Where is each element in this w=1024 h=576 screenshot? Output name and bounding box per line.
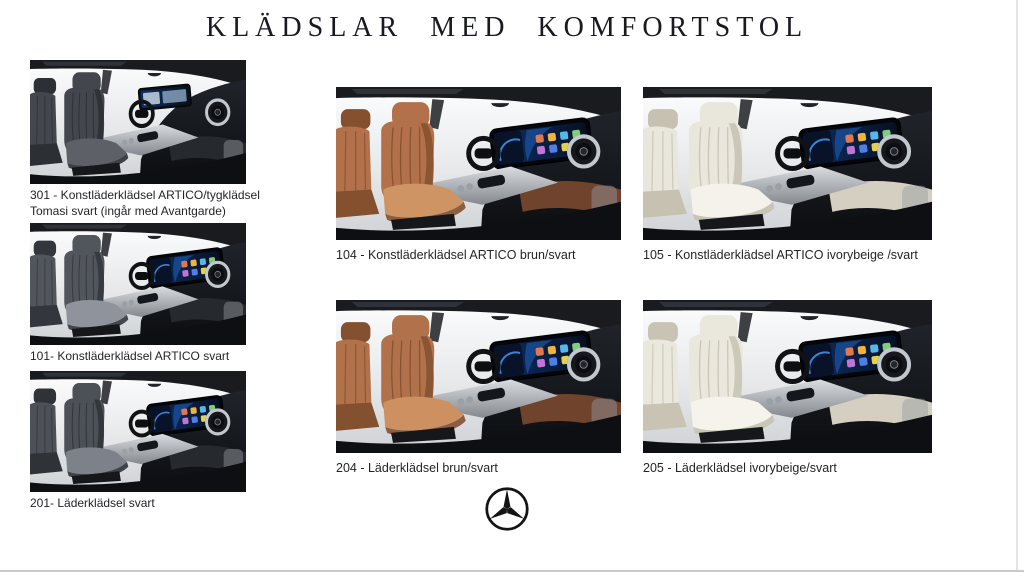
upholstery-option-104 [336,87,621,264]
interior-photo-105 [643,87,932,240]
upholstery-option-204 [336,300,621,477]
interior-photo-201 [30,371,246,492]
upholstery-option-301 [30,60,260,220]
upholstery-caption-104: 104 - Konstläderklädsel ARTICO brun/svart [336,248,576,262]
upholstery-caption-105: 105 - Konstläderklädsel ARTICO ivorybeige /svart [643,248,918,262]
upholstery-option-205 [643,300,932,477]
interior-photo-205 [643,300,932,453]
interior-photo-104 [336,87,621,240]
page-title: KLÄDSLAR MED KOMFORTSTOL [205,12,809,43]
upholstery-option-101 [30,223,246,365]
interior-photo-204 [336,300,621,453]
upholstery-caption-201: 201- Läderklädsel svart [30,496,155,510]
upholstery-caption-301: 301 - Konstläderklädsel ARTICO/tygklädsel Tomasi svart (ingår med Avantgarde) [30,188,260,218]
interior-photo-301 [30,60,246,184]
page-edge-bottom [0,570,1024,572]
upholstery-option-105 [643,87,932,264]
upholstery-caption-204: 204 - Läderklädsel brun/svart [336,461,498,475]
mercedes-benz-star-icon [484,486,530,532]
upholstery-caption-205: 205 - Läderklädsel ivorybeige/svart [643,461,837,475]
upholstery-option-201 [30,371,246,512]
upholstery-caption-101: 101- Konstläderklädsel ARTICO svart [30,349,230,363]
interior-photo-101 [30,223,246,345]
page-edge-right [1016,0,1018,570]
